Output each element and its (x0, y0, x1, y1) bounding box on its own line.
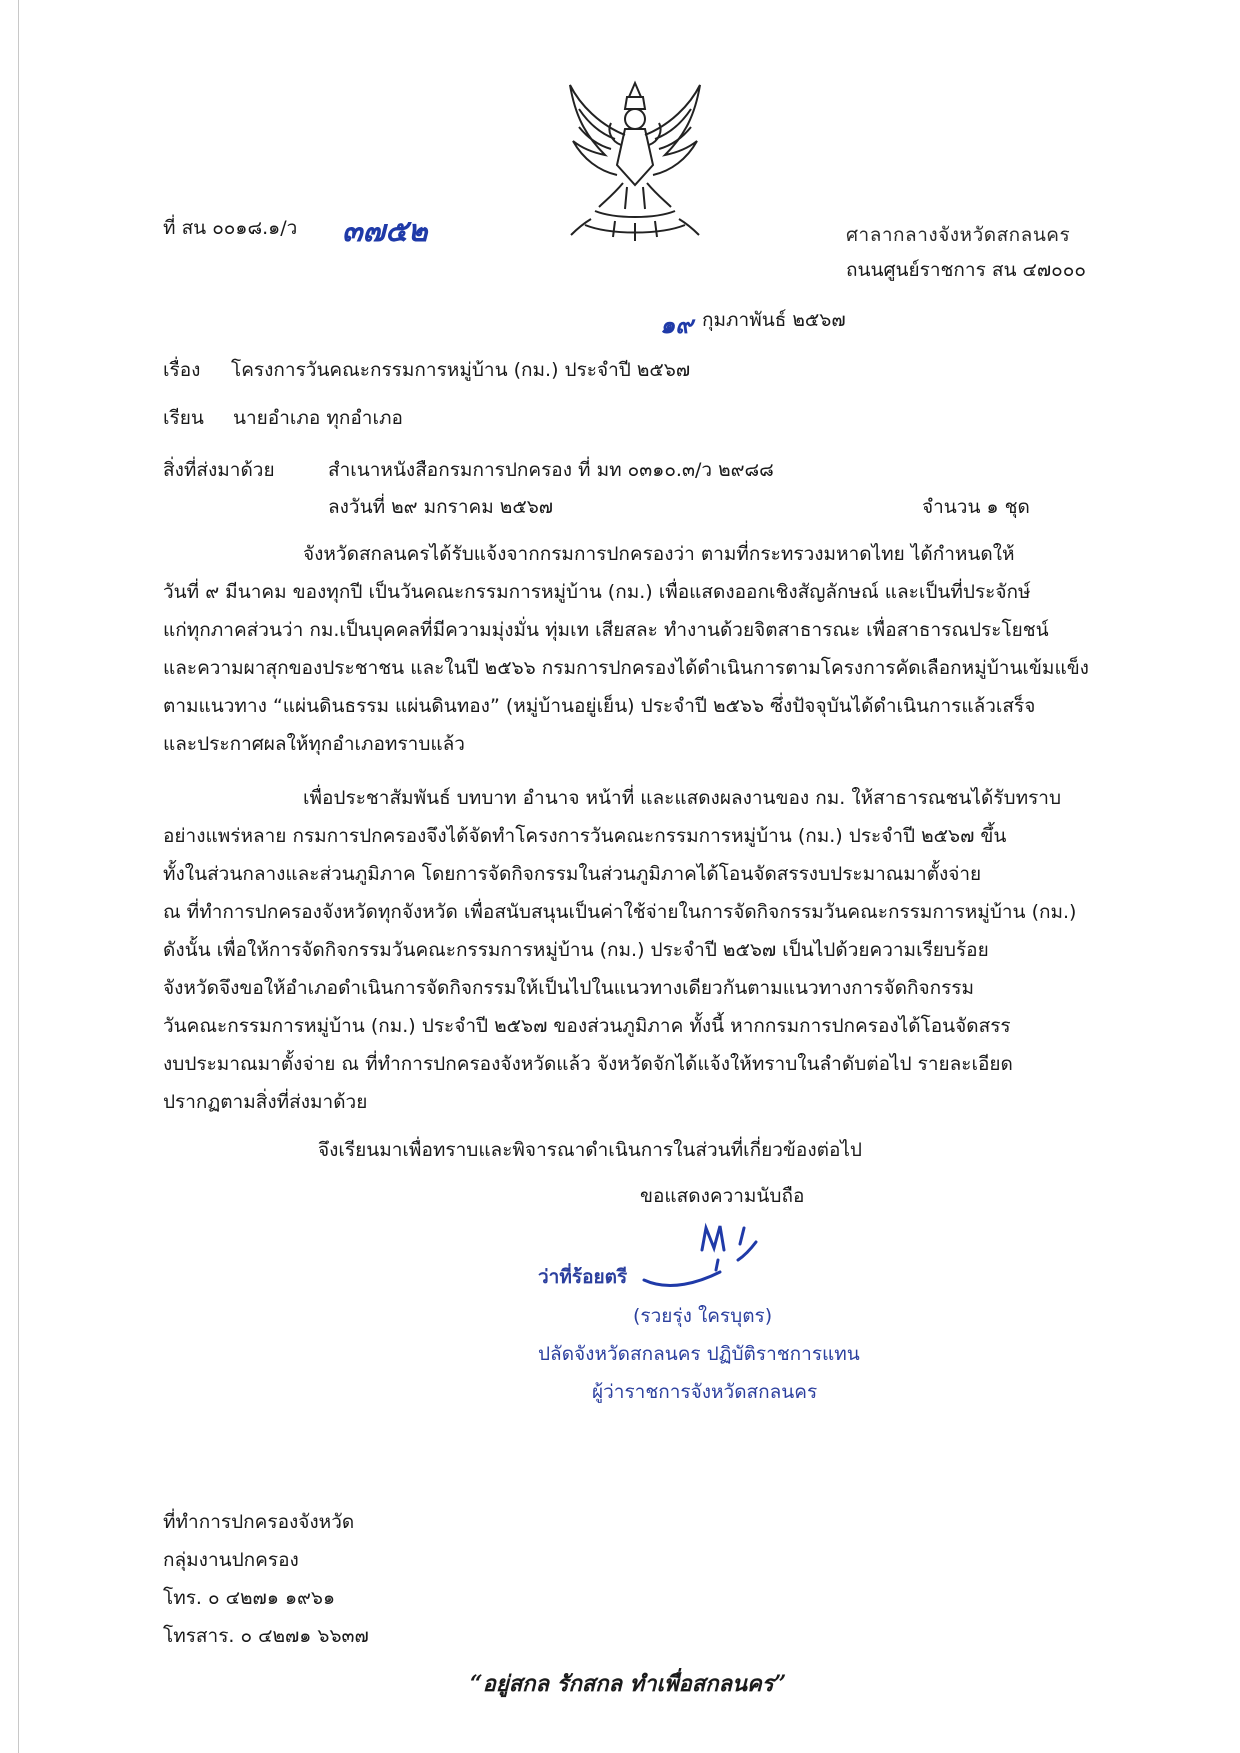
subject-label: เรื่อง (163, 359, 201, 381)
signatory-name: (รวยรุ่ง ใครบุตร) (633, 1305, 773, 1327)
margin-line (18, 0, 19, 1753)
enclosure-quantity: จำนวน ๑ ชุด (922, 496, 1030, 518)
date-day-handwritten: ๑๙ (660, 310, 693, 339)
para1-line1: จังหวัดสกลนครได้รับแจ้งจากกรมการปกครองว่า ตามที่กระทรวงมหาดไทย ได้กำหนดให้ (303, 543, 1015, 565)
signatory-position-2: ผู้ว่าราชการจังหวัดสกลนคร (592, 1381, 818, 1403)
signatory-rank: ว่าที่ร้อยตรี (538, 1266, 628, 1288)
signatory-position-1: ปลัดจังหวัดสกลนคร ปฏิบัติราชการแทน (538, 1343, 860, 1365)
contact-group: กลุ่มงานปกครอง (163, 1549, 299, 1571)
reference-number-handwritten: ๓๗๕๒ (342, 214, 428, 249)
enclosure-label: สิ่งที่ส่งมาด้วย (163, 459, 275, 481)
footer-slogan: “อยู่สกล รักสกล ทำเพื่อสกลนคร” (470, 1671, 787, 1697)
para1-line4: และความผาสุกของประชาชน และในปี ๒๕๖๖ กรมการปกครองได้ดำเนินการตามโครงการคัดเลือกหมู่บ้านเข้มแข็ง (163, 657, 1089, 679)
para2-line9: ปรากฏตามสิ่งที่ส่งมาด้วย (163, 1091, 368, 1113)
handwritten-signature-icon (640, 1210, 800, 1300)
regards: ขอแสดงความนับถือ (640, 1185, 805, 1207)
enclosure-line2: ลงวันที่ ๒๙ มกราคม ๒๕๖๗ (328, 496, 554, 518)
para2-line2: อย่างแพร่หลาย กรมการปกครองจึงได้จัดทำโครงการวันคณะกรรมการหมู่บ้าน (กม.) ประจำปี ๒๕๖๗ ขึ้น (163, 825, 1007, 847)
para2-line5: ดังนั้น เพื่อให้การจัดกิจกรรมวันคณะกรรมการหมู่บ้าน (กม.) ประจำปี ๒๕๖๗ เป็นไปด้วยความเรียบร้อย (163, 939, 989, 961)
garuda-emblem-icon (555, 75, 715, 245)
date-text: กุมภาพันธ์ ๒๕๖๗ (702, 309, 846, 331)
enclosure-line1: สำเนาหนังสือกรมการปกครอง ที่ มท ๐๓๑๐.๓/ว ๒๙๘๘ (328, 459, 774, 481)
subject-text: โครงการวันคณะกรรมการหมู่บ้าน (กม.) ประจำปี ๒๕๖๗ (231, 359, 691, 381)
para2-line4: ณ ที่ทำการปกครองจังหวัดทุกจังหวัด เพื่อสนับสนุนเป็นค่าใช้จ่ายในการจัดกิจกรรมวันคณะกรรมการหมู่บ้าน (กม.) (163, 901, 1077, 923)
to-label: เรียน (163, 407, 204, 429)
office-address: ถนนศูนย์ราชการ สน ๔๗๐๐๐ (846, 259, 1086, 281)
contact-fax: โทรสาร. ๐ ๔๒๗๑ ๖๖๓๗ (163, 1625, 369, 1647)
para1-line2: วันที่ ๙ มีนาคม ของทุกปี เป็นวันคณะกรรมการหมู่บ้าน (กม.) เพื่อแสดงออกเชิงสัญลักษณ์ และเป็นที่ประจักษ์ (163, 581, 1031, 603)
reference-prefix: ที่ สน ๐๐๑๘.๑/ว (163, 217, 298, 239)
contact-tel: โทร. ๐ ๔๒๗๑ ๑๙๖๑ (163, 1587, 336, 1609)
office-name: ศาลากลางจังหวัดสกลนคร (846, 224, 1071, 246)
contact-department: ที่ทำการปกครองจังหวัด (163, 1511, 355, 1533)
closing-sentence: จึงเรียนมาเพื่อทราบและพิจารณาดำเนินการในส่วนที่เกี่ยวข้องต่อไป (318, 1139, 862, 1161)
para1-line5: ตามแนวทาง “แผ่นดินธรรม แผ่นดินทอง” (หมู่บ้านอยู่เย็น) ประจำปี ๒๕๖๖ ซึ่งปัจจุบันได้ดำเนินการแล้วเสร็จ (163, 695, 1036, 717)
para2-line1: เพื่อประชาสัมพันธ์ บทบาท อำนาจ หน้าที่ และแสดงผลงานของ กม. ให้สาธารณชนได้รับทราบ (303, 787, 1062, 809)
para2-line6: จังหวัดจึงขอให้อำเภอดำเนินการจัดกิจกรรมให้เป็นไปในแนวทางเดียวกันตามแนวทางการจัดกิจกรรม (163, 977, 975, 999)
para1-line3: แก่ทุกภาคส่วนว่า กม.เป็นบุคคลที่มีความมุ่งมั่น ทุ่มเท เสียสละ ทำงานด้วยจิตสาธารณะ เพื่อสาธารณประโยชน์ (163, 619, 1049, 641)
para1-line6: และประกาศผลให้ทุกอำเภอทราบแล้ว (163, 733, 465, 755)
to-text: นายอำเภอ ทุกอำเภอ (233, 407, 403, 429)
para2-line7: วันคณะกรรมการหมู่บ้าน (กม.) ประจำปี ๒๕๖๗ ของส่วนภูมิภาค ทั้งนี้ หากกรมการปกครองได้โอนจัดสรร (163, 1015, 1011, 1037)
para2-line8: งบประมาณมาตั้งจ่าย ณ ที่ทำการปกครองจังหวัดแล้ว จังหวัดจักได้แจ้งให้ทราบในลำดับต่อไป รายละเอียด (163, 1053, 1013, 1075)
para2-line3: ทั้งในส่วนกลางและส่วนภูมิภาค โดยการจัดกิจกรรมในส่วนภูมิภาคได้โอนจัดสรรงบประมาณมาตั้งจ่าย (163, 863, 982, 885)
